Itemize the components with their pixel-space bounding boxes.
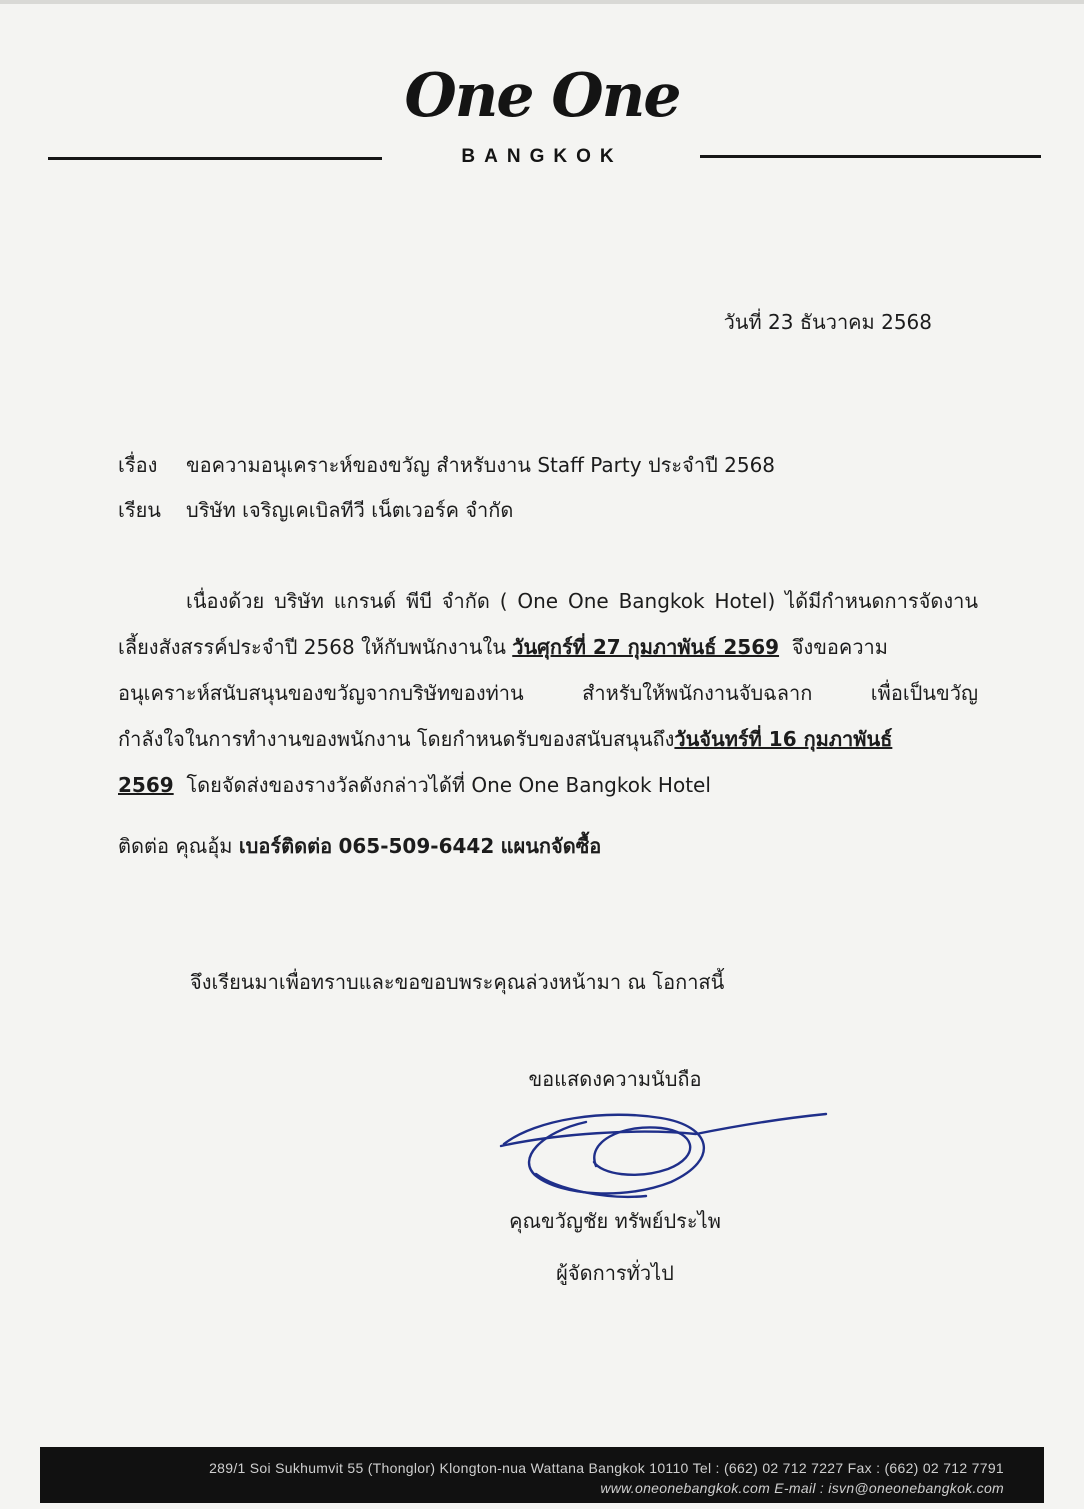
letterhead-rule-right <box>700 155 1041 158</box>
body-line-1: เนื่องด้วย บริษัท แกรนด์ พีบี จำกัด ( One One Bangkok Hotel) ได้มีกำหนดการจัดงาน <box>186 589 978 613</box>
contact-person: คุณอุ้ม <box>175 834 233 858</box>
body-line-5-text: โดยจัดส่งของรางวัลดังกล่าวได้ที่ One One Bangkok Hotel <box>186 773 711 797</box>
party-date: วันศุกร์ที่ 27 กุมภาพันธ์ 2569 <box>512 635 780 659</box>
body-line-2-text: เลี้ยงสังสรรค์ประจำปี 2568 ให้กับพนักงานใน <box>118 635 506 659</box>
deadline-date: วันจันทร์ที่ 16 กุมภาพันธ์ <box>674 727 893 751</box>
contact-phone: 065-509-6442 <box>338 834 495 858</box>
letter-date: วันที่ 23 ธันวาคม 2568 <box>723 310 932 334</box>
closing-line: จึงเรียนมาเพื่อทราบและขอขอบพระคุณล่วงหน้ามา ณ โอกาสนี้ <box>190 970 725 994</box>
letter-body <box>118 578 978 808</box>
subject-text: ขอความอนุเคราะห์ของขวัญ สำหรับงาน Staff Party ประจำปี 2568 <box>186 453 776 477</box>
body-line-2 <box>118 624 978 670</box>
signer-name: คุณขวัญชัย ทรัพย์ประไพ <box>509 1209 721 1233</box>
body-line-4-text: กำลังใจในการทำงานของพนักงาน โดยกำหนดรับของสนับสนุนถึง <box>118 727 675 751</box>
contact-department: แผนกจัดซื้อ <box>500 834 602 858</box>
signer-title: ผู้จัดการทั่วไป <box>556 1261 674 1285</box>
hotel-logo: One One <box>404 61 680 131</box>
subject-line <box>118 449 775 481</box>
body-line-2-end: จึงขอความ <box>791 635 888 659</box>
footer-web-email: www.oneonebangkok.com E-mail : isvn@oneonebangkok.com <box>600 1480 1004 1496</box>
deadline-year: 2569 <box>118 773 174 797</box>
page-top-edge <box>0 0 1084 4</box>
letterhead-rule-left <box>48 157 382 160</box>
contact-phone-label: เบอร์ติดต่อ <box>238 834 333 858</box>
regards-line: ขอแสดงความนับถือ <box>528 1067 702 1091</box>
contact-label: ติดต่อ <box>118 834 169 858</box>
letter-footer <box>40 1447 1044 1503</box>
body-line-5 <box>118 762 978 808</box>
recipient-label: เรียน <box>118 498 161 522</box>
hotel-logo-subtext: BANGKOK <box>461 146 623 167</box>
recipient-line <box>118 494 513 526</box>
body-line-4 <box>118 716 978 762</box>
contact-line <box>118 830 601 862</box>
recipient-text: บริษัท เจริญเคเบิลทีวี เน็ตเวอร์ค จำกัด <box>186 498 514 522</box>
footer-address: 289/1 Soi Sukhumvit 55 (Thonglor) Klongton-nua Wattana Bangkok 10110 Tel : (662) 02 712 7227 Fax : (662) 02 712 7791 <box>209 1460 1004 1476</box>
handwritten-signature <box>496 1104 830 1204</box>
subject-label: เรื่อง <box>118 453 158 477</box>
body-line-3: อนุเคราะห์สนับสนุนของขวัญจากบริษัทของท่าน สำหรับให้พนักงานจับฉลาก เพื่อเป็นขวัญ <box>118 681 978 705</box>
